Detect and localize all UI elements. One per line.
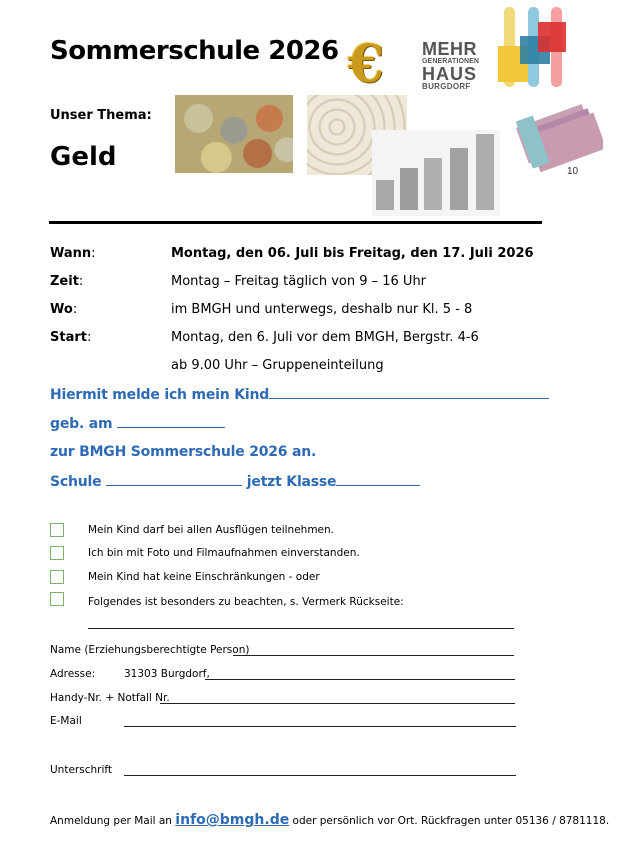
info-value: Montag, den 06. Juli bis Freitag, den 17. Juli 2026: [171, 246, 534, 261]
info-label: Zeit: [50, 274, 79, 289]
divider: [49, 221, 542, 224]
phone-label: Handy-Nr. + Notfall Nr.: [50, 692, 170, 704]
checkbox-no-restrictions[interactable]: [50, 570, 64, 584]
checkbox-label-photo-consent: Ich bin mit Foto und Filmaufnahmen einverstanden.: [88, 547, 360, 559]
info-label: Wo: [50, 302, 73, 317]
checkbox-excursions[interactable]: [50, 523, 64, 537]
signature-label: Unterschrift: [50, 764, 112, 776]
class-label: jetzt Klasse: [246, 474, 337, 490]
registration-confirm-line: zur BMGH Sommerschule 2026 an.: [50, 444, 317, 460]
euro-symbol-image: [340, 38, 392, 92]
coin-stacks-image: [372, 130, 500, 216]
checkbox-label-no-restrictions: Mein Kind hat keine Einschränkungen - oder: [88, 571, 320, 583]
contact-email-link[interactable]: info@bmgh.de: [175, 812, 290, 828]
logo-graphic: [496, 4, 566, 90]
checkbox-special-notes[interactable]: [50, 592, 64, 606]
guardian-name-field[interactable]: [233, 655, 514, 656]
address-prefill: 31303 Burgdorf,: [124, 668, 210, 680]
registration-birthdate-line: [50, 415, 225, 432]
banknotes-image: [515, 96, 603, 186]
email-label: E-Mail: [50, 715, 82, 727]
school-label: Schule: [50, 474, 102, 490]
class-field[interactable]: [336, 473, 420, 486]
checkbox-label-excursions: Mein Kind darf bei allen Ausflügen teilnehmen.: [88, 524, 334, 536]
info-value: Montag – Freitag täglich von 9 – 16 Uhr: [171, 274, 427, 289]
footer-text-after: oder persönlich vor Ort. Rückfragen unter 05136 / 8781118.: [289, 815, 610, 827]
phone-field[interactable]: [160, 703, 515, 704]
signature-field[interactable]: [124, 775, 516, 776]
registration-school-line: [50, 473, 420, 490]
checkbox-photo-consent[interactable]: [50, 546, 64, 560]
mgh-logo: [420, 4, 570, 90]
logo-text: MEHR GENERATIONEN HAUS BURGDORF: [422, 39, 480, 90]
info-value: ab 9.00 Uhr – Gruppeneinteilung: [171, 358, 384, 373]
info-label: Wann: [50, 246, 92, 261]
info-label: Start: [50, 330, 87, 345]
footer-text-before: Anmeldung per Mail an: [50, 815, 176, 827]
special-notes-field[interactable]: [88, 628, 514, 629]
footer-note: [50, 812, 609, 828]
info-value: im BMGH und unterwegs, deshalb nur Kl. 5 - 8: [171, 302, 473, 317]
euro-icon: €: [347, 38, 385, 92]
registration-child-line: [50, 386, 549, 403]
address-field[interactable]: [205, 679, 515, 680]
email-field[interactable]: [124, 726, 516, 727]
registration-child-label: Hiermit melde ich mein Kind: [50, 387, 270, 403]
address-label: Adresse:: [50, 668, 96, 680]
birthdate-label: geb. am: [50, 416, 113, 432]
birthdate-field[interactable]: [117, 415, 225, 428]
page-title: Sommerschule 2026: [50, 36, 339, 66]
info-value: Montag, den 6. Juli vor dem BMGH, Bergstr. 4-6: [171, 330, 479, 345]
child-name-field[interactable]: [269, 386, 549, 399]
checkbox-label-special-notes: Folgendes ist besonders zu beachten, s. Vermerk Rückseite:: [88, 596, 404, 608]
school-field[interactable]: [106, 473, 242, 486]
banknote-value: 10: [567, 166, 579, 177]
guardian-name-label: Name (Erziehungsberechtigte Person): [50, 644, 250, 656]
theme-label: Unser Thema:: [50, 108, 152, 123]
coins-image: [175, 95, 293, 173]
theme-title: Geld: [50, 142, 117, 172]
